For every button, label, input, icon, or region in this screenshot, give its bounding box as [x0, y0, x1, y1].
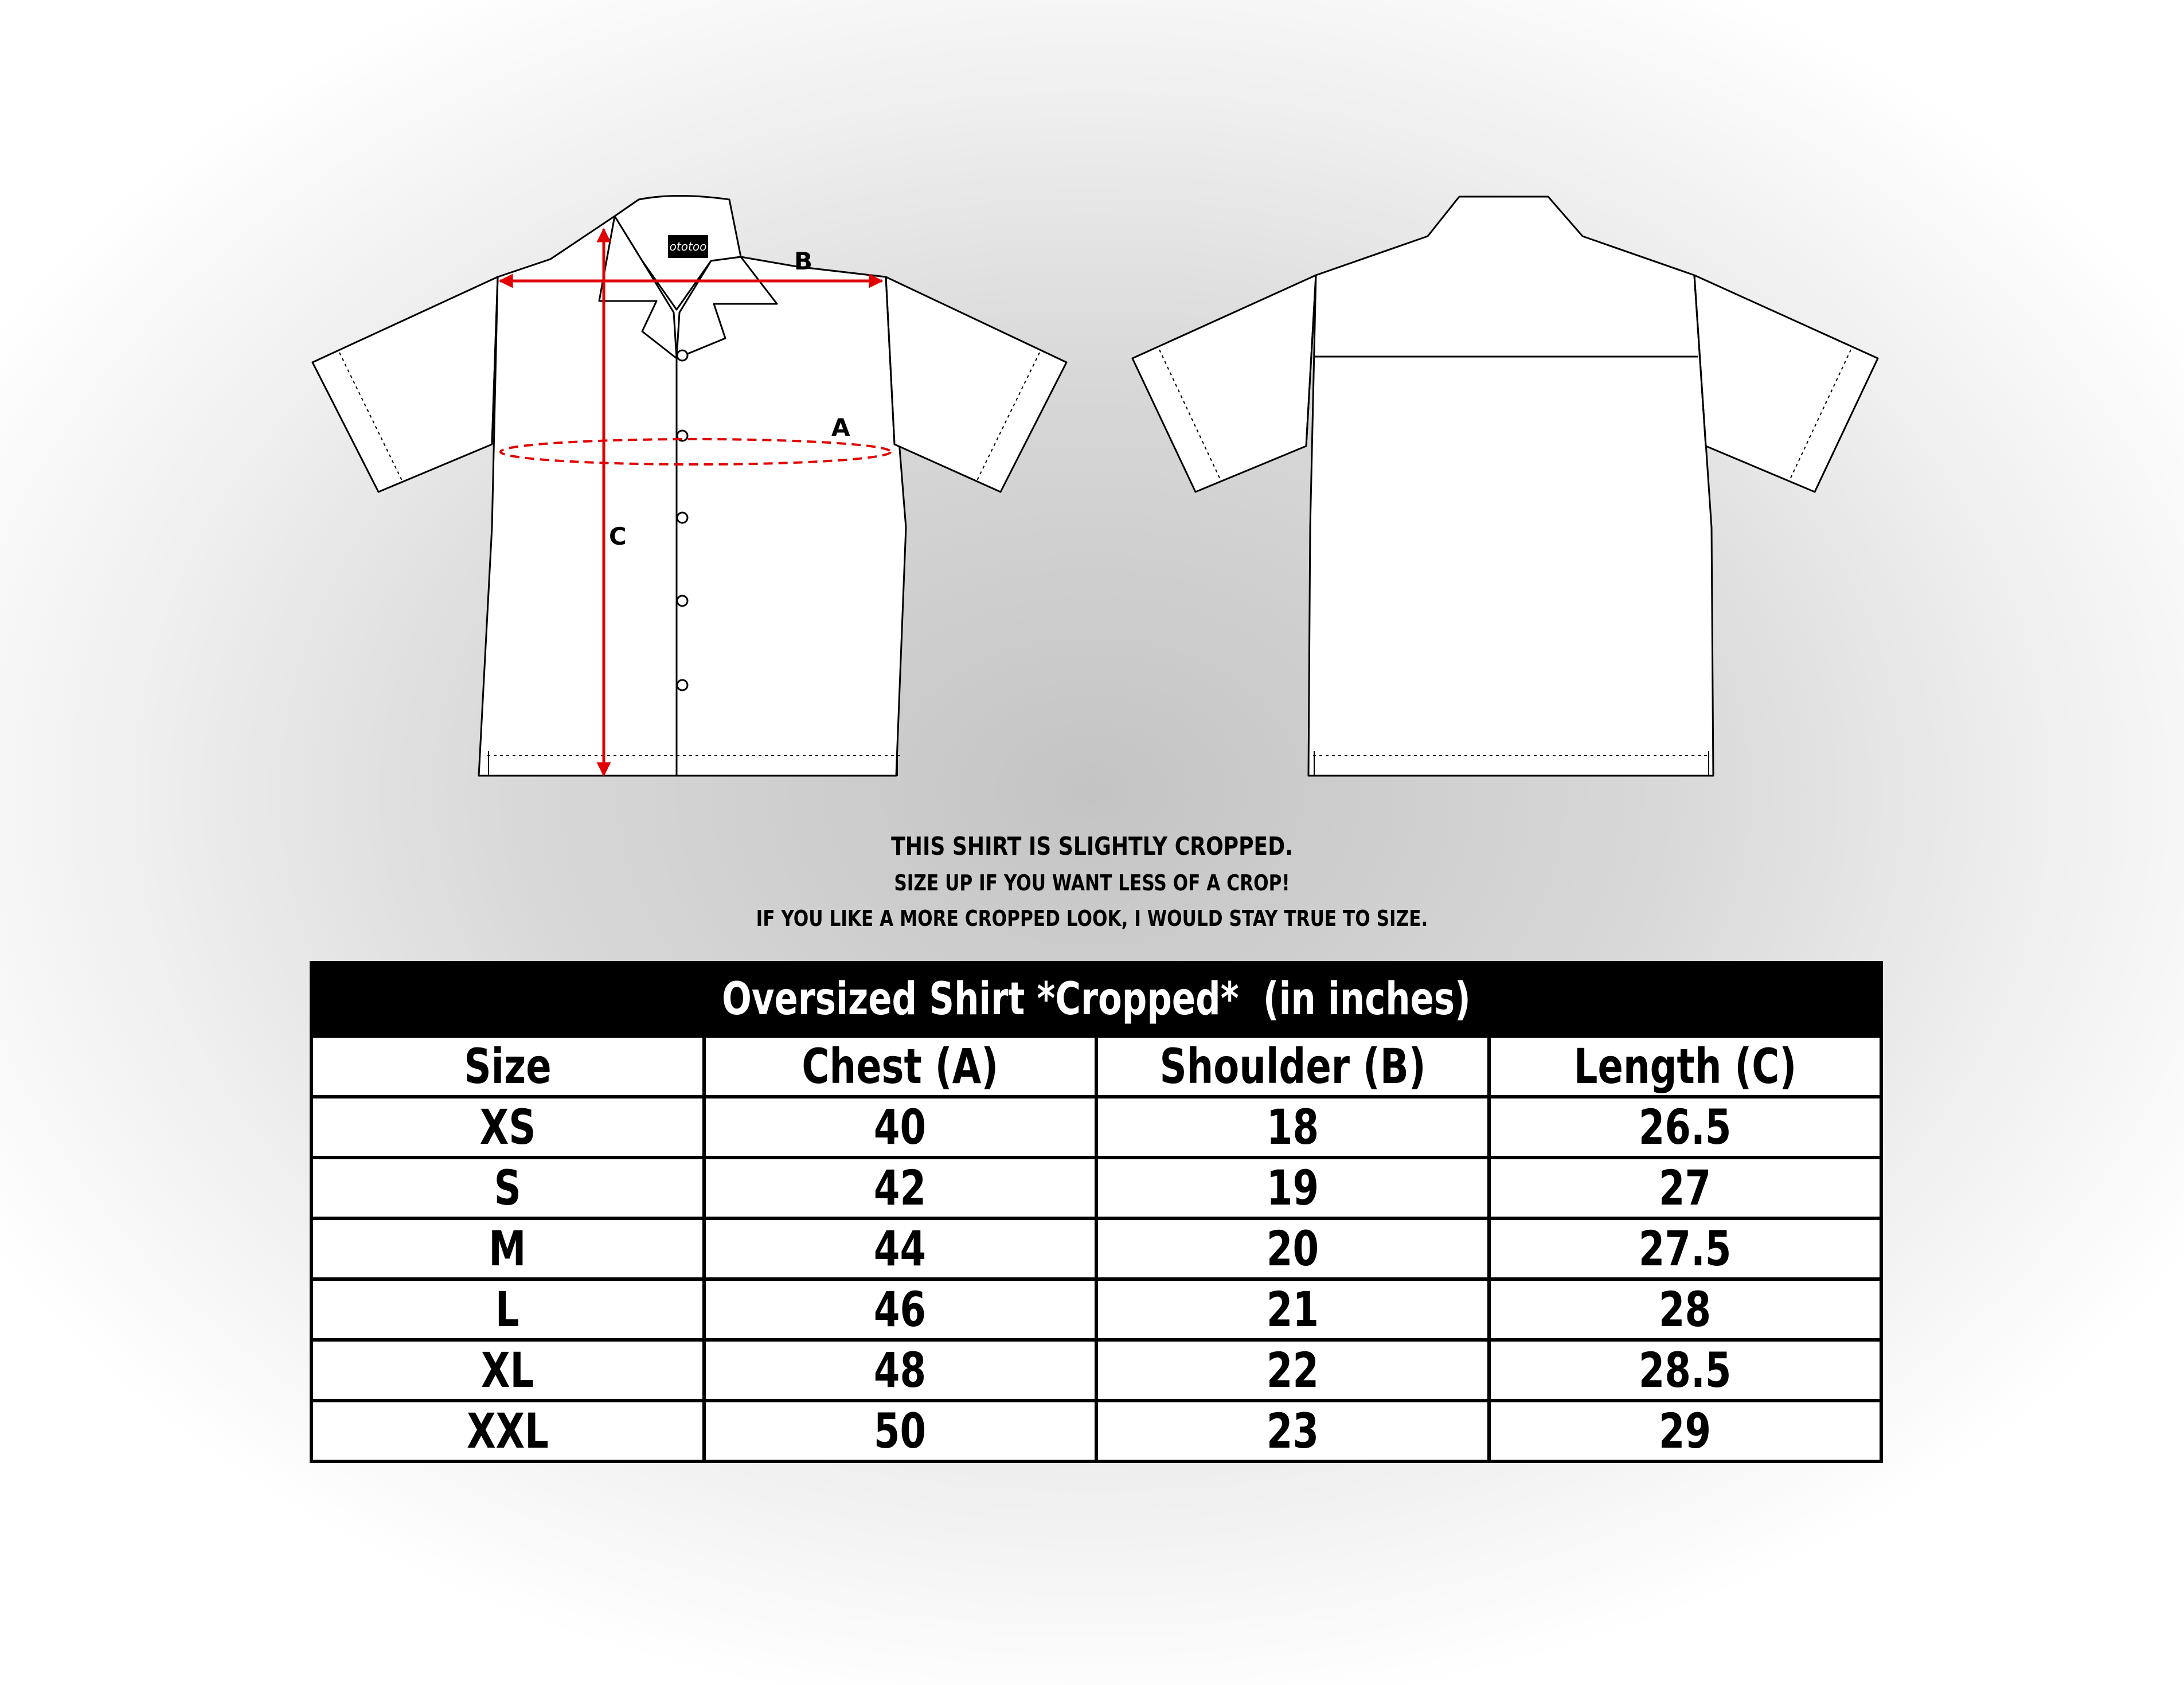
- brand-logo-text: ototoo: [669, 240, 707, 253]
- size-chart-table: [310, 961, 1883, 1463]
- table-title-text: Oversized Shirt *Cropped* (in inches): [722, 974, 1471, 1025]
- fit-note-size-up: SIZE UP IF YOU WANT LESS OF A CROP!: [894, 870, 1290, 896]
- shoulder-cell: 22: [1096, 1340, 1489, 1401]
- fit-note-true-to-size: IF YOU LIKE A MORE CROPPED LOOK, I WOULD STAY TRUE TO SIZE.: [756, 906, 1428, 931]
- chest-cell: 40: [704, 1097, 1097, 1158]
- table-title: [311, 963, 1881, 1036]
- label-a: A: [831, 413, 850, 441]
- chest-cell: 48: [704, 1340, 1097, 1401]
- table-row: [311, 1340, 1881, 1401]
- size-cell: XL: [311, 1340, 704, 1401]
- shoulder-cell: 19: [1096, 1158, 1489, 1218]
- front-right-sleeve: [886, 277, 1066, 492]
- shoulder-cell: 20: [1096, 1218, 1489, 1279]
- size-cell: L: [311, 1279, 704, 1340]
- back-shirt-diagram: [1132, 197, 1878, 776]
- front-button: [677, 596, 687, 606]
- length-cell: 27.5: [1489, 1218, 1882, 1279]
- column-header-chest: Chest (A): [704, 1036, 1097, 1097]
- size-cell: M: [311, 1218, 704, 1279]
- length-cell: 28: [1489, 1279, 1882, 1340]
- shirt-diagrams: [0, 0, 2184, 803]
- column-header-shoulder: Shoulder (B): [1096, 1036, 1489, 1097]
- fit-note-cropped: THIS SHIRT IS SLIGHTLY CROPPED.: [891, 832, 1293, 861]
- table-row: [311, 1279, 1881, 1340]
- size-cell: XXL: [311, 1401, 704, 1461]
- table-row: [311, 1401, 1881, 1461]
- length-cell: 27: [1489, 1158, 1882, 1218]
- back-left-sleeve: [1132, 275, 1316, 492]
- chest-cell: 44: [704, 1218, 1097, 1279]
- front-button: [677, 513, 687, 523]
- length-cell: 29: [1489, 1401, 1882, 1461]
- size-cell: S: [311, 1158, 704, 1218]
- chest-cell: 50: [704, 1401, 1097, 1461]
- size-cell: XS: [311, 1097, 704, 1158]
- chest-cell: 42: [704, 1158, 1097, 1218]
- column-header-size: Size: [311, 1036, 704, 1097]
- front-button: [677, 680, 687, 690]
- back-body-outline: [1308, 197, 1713, 776]
- shoulder-cell: 21: [1096, 1279, 1489, 1340]
- length-cell: 28.5: [1489, 1340, 1882, 1401]
- label-c: C: [609, 522, 627, 550]
- shoulder-cell: 18: [1096, 1097, 1489, 1158]
- table-header-row: [311, 1036, 1881, 1097]
- chest-cell: 46: [704, 1279, 1097, 1340]
- front-left-sleeve: [312, 277, 498, 492]
- table-row: [311, 1097, 1881, 1158]
- front-button: [677, 350, 687, 361]
- fit-notes: [197, 834, 1987, 929]
- column-header-length: Length (C): [1489, 1036, 1882, 1097]
- label-b: B: [794, 247, 813, 275]
- shoulder-cell: 23: [1096, 1401, 1489, 1461]
- table-row: [311, 1218, 1881, 1279]
- table-row: [311, 1158, 1881, 1218]
- back-right-sleeve: [1694, 275, 1878, 492]
- front-shirt-diagram: [312, 196, 1066, 776]
- length-cell: 26.5: [1489, 1097, 1882, 1158]
